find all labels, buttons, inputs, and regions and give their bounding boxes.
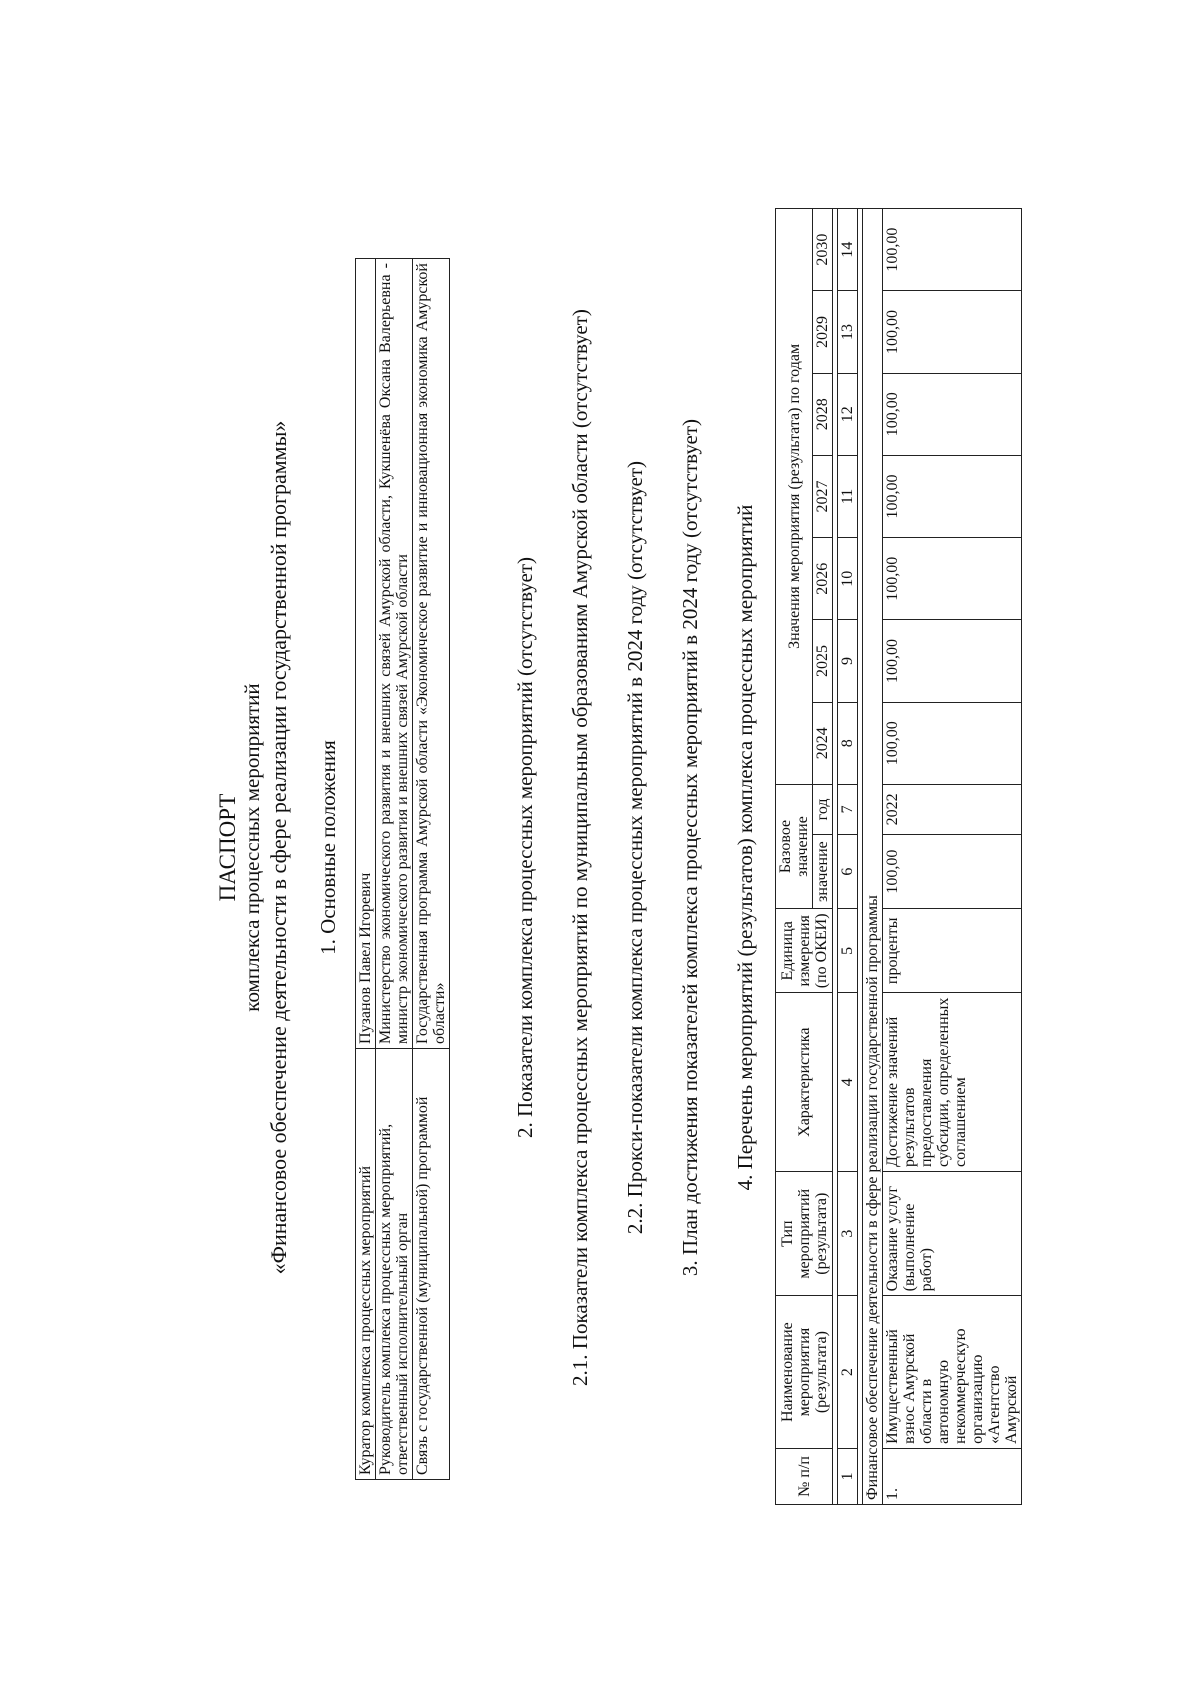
row-unit: проценты [883, 909, 1022, 993]
table-row [356, 259, 376, 1480]
column-numbers-row [838, 209, 858, 1505]
row-label: Куратор комплекса процессных мероприятий [356, 1049, 376, 1480]
header-row [776, 209, 813, 1505]
document-program-name: «Финансовое обеспечение деятельности в сфере реализации государственной программы» [266, 420, 291, 1275]
section2-2-title: 2.2. Прокси-показатели комплекса процессных мероприятий в 2024 году (отсутствует) [623, 460, 647, 1235]
row-value: Пузанов Павел Игоревич [356, 259, 376, 1049]
column-number: 9 [838, 620, 858, 702]
row-year-value: 100,00 [883, 538, 1022, 620]
column-number: 6 [838, 834, 858, 908]
row-year-value: 100,00 [883, 291, 1022, 373]
table-row [883, 209, 1022, 1505]
section3-title: 3. План достижения показателей комплекса процессных мероприятий в 2024 году (отсутствует) [678, 418, 702, 1277]
row-characteristic: Достижение значений результатов предоставления субсидии, определенных соглашением [883, 993, 1022, 1172]
document-title: ПАСПОРТ [215, 793, 240, 902]
column-number: 10 [838, 538, 858, 620]
col-header-base-value: значение [813, 834, 833, 908]
col-header-year: 2028 [813, 373, 833, 455]
row-label: Руководитель комплекса процессных мероприятий, ответственный исполнительный орган [376, 1049, 413, 1480]
row-year-value: 100,00 [883, 455, 1022, 537]
col-header-year: 2030 [813, 209, 833, 291]
row-base-value: 100,00 [883, 834, 1022, 908]
group-row [863, 209, 883, 1505]
col-header-base: Базовое значение [776, 784, 813, 908]
document-subtitle: комплекса процессных мероприятий [240, 683, 264, 1012]
table-row [376, 259, 413, 1480]
column-number: 4 [838, 993, 858, 1172]
row-year-value: 100,00 [883, 209, 1022, 291]
column-number: 7 [838, 784, 858, 834]
section2-1-title: 2.1. Показатели комплекса процессных мероприятий по муниципальным образованиям Амурской области (отсутствует) [568, 309, 592, 1386]
column-number: 2 [838, 1296, 858, 1448]
col-header-year: 2025 [813, 620, 833, 702]
row-type: Оказание услуг (выполнение работ) [883, 1171, 1022, 1295]
col-header-year: 2029 [813, 291, 833, 373]
section2-title: 2. Показатели комплекса процессных мероприятий (отсутствует) [513, 556, 537, 1139]
group-title: Финансовое обеспечение деятельности в сфере реализации государственной программы [863, 209, 883, 1505]
measures-table [775, 208, 1022, 1505]
column-number: 13 [838, 291, 858, 373]
column-number: 12 [838, 373, 858, 455]
col-header-unit: Единица измерения (по ОКЕИ) [776, 909, 833, 993]
col-header-char: Характеристика [776, 993, 833, 1172]
row-value: Министерство экономического развития и внешних связей Амурской области, Кукшенёва Оксана Валерьевна - министр экономического развития и внешних связей Амурской области [376, 259, 413, 1049]
row-name: Имущественный взнос Амурской области в автономную некоммерческую организацию «Агентство Амурской [883, 1296, 1022, 1448]
section1-title: 1. Основные положения [316, 740, 340, 955]
col-header-year: 2027 [813, 455, 833, 537]
row-year-value: 100,00 [883, 373, 1022, 455]
col-header-year: 2024 [813, 702, 833, 784]
column-number: 1 [838, 1448, 858, 1504]
column-number: 8 [838, 702, 858, 784]
column-number: 11 [838, 455, 858, 537]
section4-title: 4. Перечень мероприятий (результатов) комплекса процессных мероприятий [733, 504, 757, 1191]
col-header-type: Тип мероприятий (результата) [776, 1171, 833, 1295]
column-number: 5 [838, 909, 858, 993]
column-number: 14 [838, 209, 858, 291]
col-header-num: № п/п [776, 1448, 833, 1504]
basic-info-table [355, 258, 450, 1480]
row-label: Связь с государственной (муниципальной) программой [413, 1049, 450, 1480]
col-header-name: Наименование мероприятия (результата) [776, 1296, 833, 1448]
row-value: Государственная программа Амурской области «Экономическое развитие и инновационная экономика Амурской области» [413, 259, 450, 1049]
col-header-base-year: год [813, 784, 833, 834]
column-number: 3 [838, 1171, 858, 1295]
table-row [413, 259, 450, 1480]
row-base-year: 2022 [883, 784, 1022, 834]
row-number: 1. [883, 1448, 1022, 1504]
col-header-values: Значения мероприятия (результата) по годам [776, 209, 813, 785]
row-year-value: 100,00 [883, 620, 1022, 702]
col-header-year: 2026 [813, 538, 833, 620]
row-year-value: 100,00 [883, 702, 1022, 784]
